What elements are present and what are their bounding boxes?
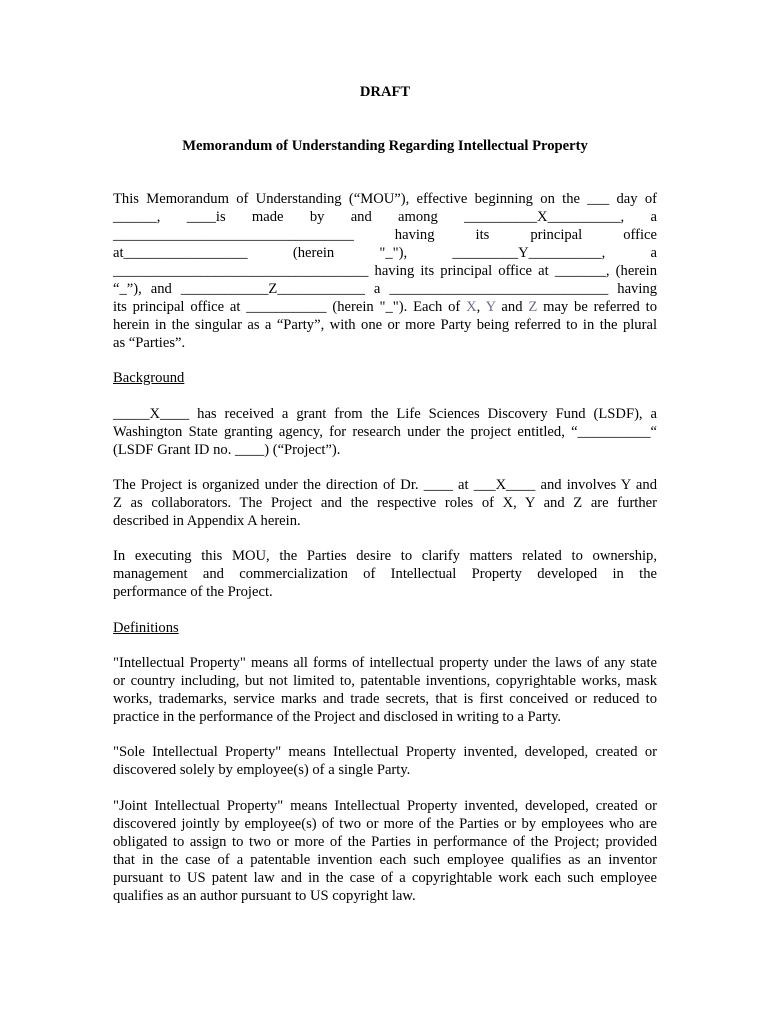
def-ip-line-1: "Intellectual Property" means all forms of intellectual property under the laws of any state bbox=[113, 655, 657, 671]
intro-line-7 bbox=[113, 299, 657, 317]
def-ip-line-3: works, trademarks, service marks and trade secrets, that is first conceived or reduced to bbox=[113, 691, 657, 707]
intro-text: its principal office at ___________ (herein "_"). Each of bbox=[113, 299, 467, 315]
def-ip-line-2: or country including, but not limited to, patentable inventions, copyrightable works, mask bbox=[113, 673, 657, 689]
bg-p2-line-1: The Project is organized under the direction of Dr. ____ at ___X____ and involves Y and bbox=[113, 477, 657, 493]
intro-text: may be referred to bbox=[537, 299, 658, 315]
intro-word: (herein bbox=[292, 245, 335, 261]
party-y-ref: Y bbox=[485, 299, 496, 315]
intro-word: made bbox=[251, 209, 284, 225]
intro-word: its bbox=[475, 227, 490, 243]
def-joint-line-1: "Joint Intellectual Property" means Intellectual Property invented, developed, created or bbox=[113, 798, 657, 814]
def-joint-line-2: discovered jointly by employee(s) of two or more of the Parties or by employees who are bbox=[113, 816, 657, 832]
bg-p1-line-3: (LSDF Grant ID no. ____) (“Project”). bbox=[113, 442, 341, 458]
bg-p3-line-1: In executing this MOU, the Parties desire to clarify matters related to ownership, bbox=[113, 548, 657, 564]
def-joint-line-3: obligated to assign to two or more of the Parties in performance of the Project; provided bbox=[113, 834, 657, 850]
def-sole-line-2: discovered solely by employee(s) of a single Party. bbox=[113, 762, 411, 778]
intro-line-4 bbox=[113, 245, 657, 263]
bg-p3-line-3: performance of the Project. bbox=[113, 584, 273, 600]
definitions-heading: Definitions bbox=[113, 620, 179, 636]
def-joint-line-6: qualifies as an author pursuant to US copyright law. bbox=[113, 888, 416, 904]
party-z-ref: Z bbox=[528, 299, 538, 315]
intro-line-5: ___________________________________ having its principal office at _______, (herein bbox=[113, 263, 657, 279]
intro-text: , bbox=[476, 299, 486, 315]
def-sole-line-1: "Sole Intellectual Property" means Intellectual Property invented, developed, created or bbox=[113, 744, 657, 760]
def-joint-line-5: pursuant to US patent law and in the case of a copyrightable work each such employee bbox=[113, 870, 657, 886]
intro-word: at_________________ bbox=[113, 245, 248, 261]
intro-line-1: This Memorandum of Understanding (“MOU”), effective beginning on the ___ day of bbox=[113, 191, 657, 207]
bg-p1-line-1: _____X____ has received a grant from the Life Sciences Discovery Fund (LSDF), a bbox=[113, 406, 657, 422]
intro-line-2 bbox=[113, 209, 657, 227]
intro-word: "_"), bbox=[379, 245, 408, 261]
document-title: Memorandum of Understanding Regarding Intellectual Property bbox=[182, 138, 588, 154]
intro-word: a bbox=[650, 245, 657, 261]
party-x-blank: __________X__________, bbox=[464, 209, 625, 225]
intro-line-6: “_”), and ____________Z____________ a ______________________________ having bbox=[113, 281, 657, 297]
party-x-ref: X bbox=[466, 299, 477, 315]
intro-word: principal bbox=[530, 227, 583, 243]
party-y-blank: _________Y__________, bbox=[452, 245, 606, 261]
intro-word: _________________________________ bbox=[113, 227, 354, 243]
def-ip-line-4: practice in the performance of the Project and disclosed in writing to a Party. bbox=[113, 709, 562, 725]
intro-line-3 bbox=[113, 227, 657, 245]
bg-p3-line-2: management and commercialization of Intellectual Property developed in the bbox=[113, 566, 657, 582]
bg-p2-line-2: Z as collaborators. The Project and the respective roles of X, Y and Z are further bbox=[113, 495, 657, 511]
intro-word: among bbox=[398, 209, 438, 225]
intro-text: and bbox=[495, 299, 529, 315]
intro-word: and bbox=[350, 209, 372, 225]
draft-label: DRAFT bbox=[359, 84, 411, 100]
intro-word: ____is bbox=[186, 209, 226, 225]
intro-line-9: as “Parties”. bbox=[113, 335, 186, 351]
background-heading: Background bbox=[113, 370, 185, 386]
intro-word: by bbox=[309, 209, 325, 225]
bg-p1-line-2: Washington State granting agency, for research under the project entitled, “__________“ bbox=[113, 424, 657, 440]
def-joint-line-4: that in the case of a patentable invention each such employee qualifies as an inventor bbox=[113, 852, 657, 868]
intro-word: office bbox=[623, 227, 657, 243]
intro-word: ______, bbox=[113, 209, 161, 225]
intro-word: having bbox=[394, 227, 435, 243]
intro-word: a bbox=[650, 209, 657, 225]
bg-p2-line-3: described in Appendix A herein. bbox=[113, 513, 301, 529]
intro-line-8: herein in the singular as a “Party”, with one or more Party being referred to in the plural bbox=[113, 317, 657, 333]
